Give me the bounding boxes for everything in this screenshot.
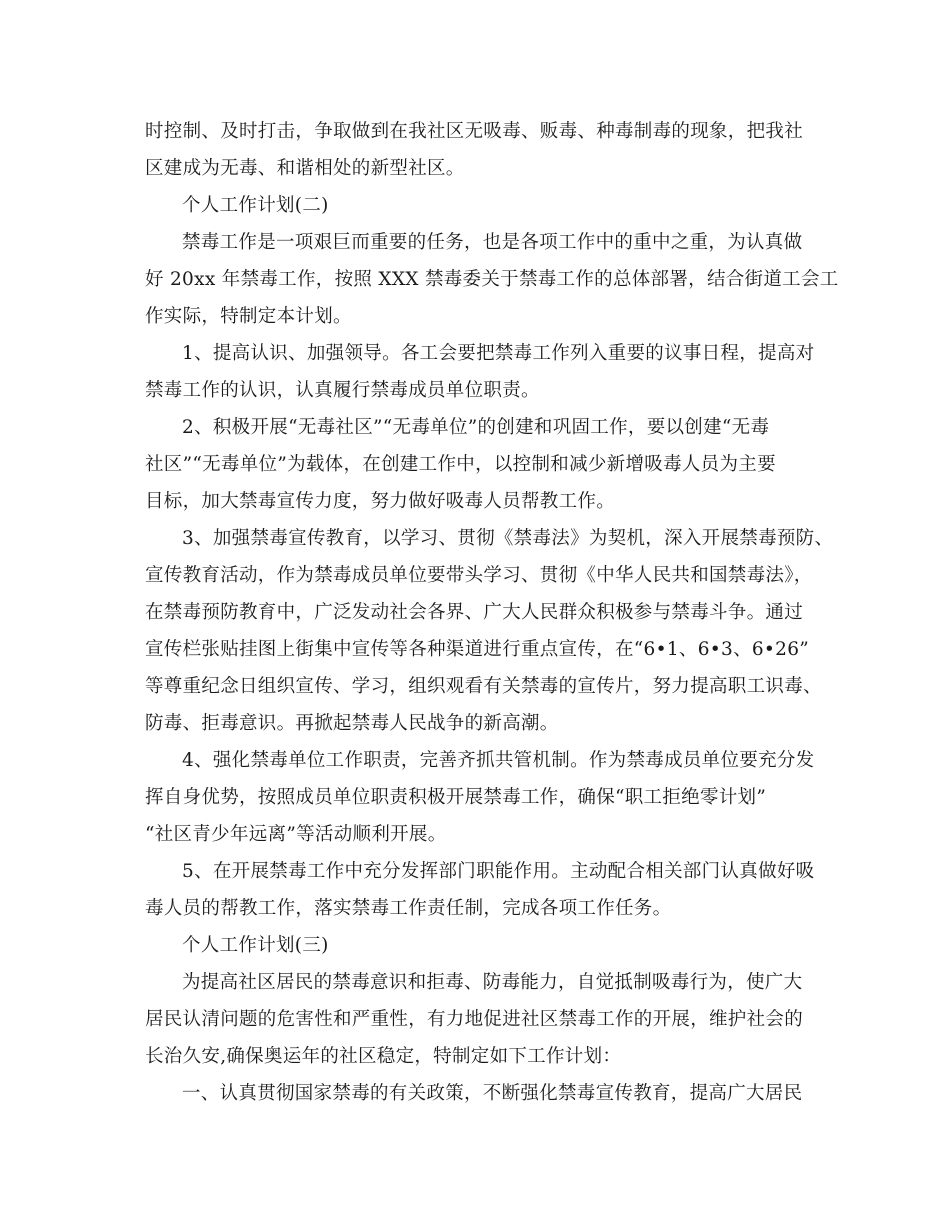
text-line: 时控制、及时打击，争取做到在我社区无吸毒、贩毒、种毒制毒的现象，把我社 — [145, 121, 804, 142]
text-line: 好 20xx 年禁毒工作，按照 XXX 禁毒委关于禁毒工作的总体部署，结合街道工会工 — [145, 269, 839, 290]
text-line: 5、在开展禁毒工作中充分发挥部门职能作用。主动配合相关部门认真做好吸 — [182, 861, 815, 882]
text-line: 禁毒工作的认识，认真履行禁毒成员单位职责。 — [145, 380, 540, 401]
text-line: 长治久安,确保奥运年的社区稳定，特制定如下工作计划： — [145, 1046, 622, 1067]
text-line: 宣传栏张贴挂图上街集中宣传等各种渠道进行重点宣传，在“6•1、6•3、6•26” — [145, 639, 810, 660]
text-line: 区建成为无毒、和谐相处的新型社区。 — [145, 158, 465, 179]
section-heading: 个人工作计划(二) — [182, 195, 329, 216]
section-heading: 个人工作计划(三) — [182, 935, 329, 956]
text-line: “社区青少年远离”等活动顺利开展。 — [145, 824, 447, 845]
text-line: 1、提高认识、加强领导。各工会要把禁毒工作列入重要的议事日程，提高对 — [182, 343, 815, 364]
text-line: 目标，加大禁毒宣传力度，努力做好吸毒人员帮教工作。 — [145, 491, 616, 512]
text-line: 挥自身优势，按照成员单位职责积极开展禁毒工作，确保“职工拒绝零计划” — [145, 787, 767, 808]
text-line: 宣传教育活动，作为禁毒成员单位要带头学习、贯彻《中华人民共和国禁毒法》， — [145, 565, 813, 586]
text-line: 2、积极开展“无毒社区”“无毒单位”的创建和巩固工作，要以创建“无毒 — [182, 417, 770, 438]
text-line: 一、认真贯彻国家禁毒的有关政策，不断强化禁毒宣传教育，提高广大居民 — [182, 1083, 803, 1104]
text-line: 居民认清问题的危害性和严重性，有力地促进社区禁毒工作的开展，维护社会的 — [145, 1009, 804, 1030]
text-line: 作实际，特制定本计划。 — [145, 306, 352, 327]
text-line: 毒人员的帮教工作，落实禁毒工作责任制，完成各项工作任务。 — [145, 898, 672, 919]
text-line: 3、加强禁毒宣传教育，以学习、贯彻《禁毒法》为契机，深入开展禁毒预防、 — [182, 528, 834, 549]
text-line: 防毒、拒毒意识。再掀起禁毒人民战争的新高潮。 — [145, 713, 559, 734]
text-line: 禁毒工作是一项艰巨而重要的任务，也是各项工作中的重中之重，为认真做 — [182, 232, 803, 253]
text-line: 等尊重纪念日组织宣传、学习，组织观看有关禁毒的宣传片，努力提高职工识毒、 — [145, 676, 822, 697]
text-line: 社区”“无毒单位”为载体，在创建工作中，以控制和减少新增吸毒人员为主要 — [145, 454, 776, 475]
text-line: 为提高社区居民的禁毒意识和拒毒、防毒能力，自觉抵制吸毒行为，使广大 — [182, 972, 803, 993]
text-line: 在禁毒预防教育中，广泛发动社会各界、广大人民群众积极参与禁毒斗争。通过 — [145, 602, 804, 623]
text-line: 4、强化禁毒单位工作职责，完善齐抓共管机制。作为禁毒成员单位要充分发 — [182, 750, 815, 771]
